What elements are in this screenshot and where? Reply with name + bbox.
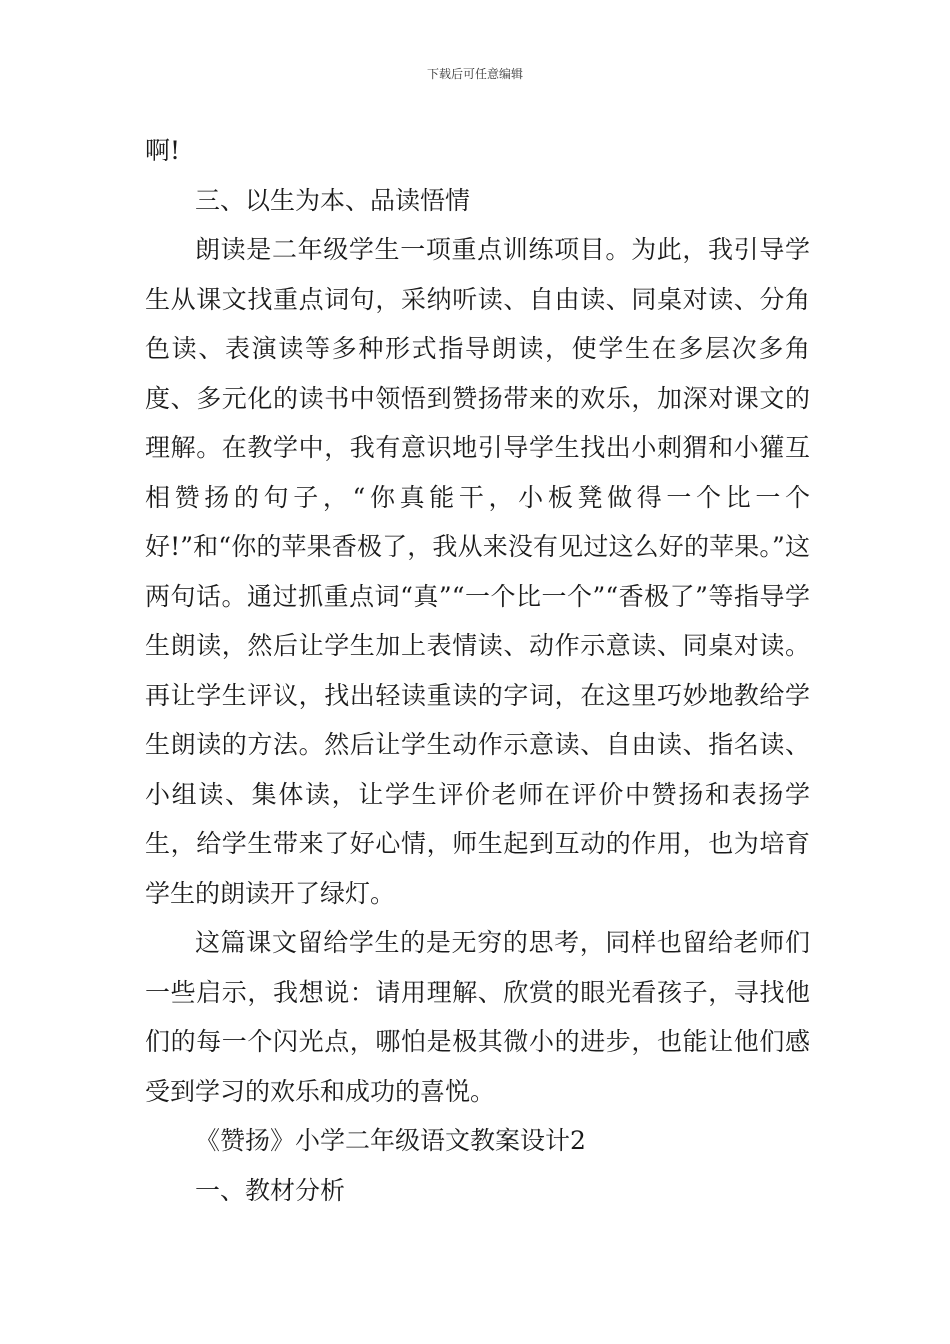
lesson-plan-title: 《赞扬》小学二年级语文教案设计2 (195, 1126, 586, 1155)
paragraph-conclusion: 这篇课文留给学生的是无穷的思考，同样也留给老师们一些启示，我想说：请用理解、欣赏的眼光看孩子，寻找他们的每一个闪光点，哪怕是极其微小的进步，也能让他们感受到学习的欢乐和成功的喜悦。 (145, 928, 810, 1106)
paragraph-reading-method: 朗读是二年级学生一项重点训练项目。为此，我引导学生从课文找重点词句，采纳听读、自由读、同桌对读、分角色读、表演读等多种形式指导朗读，使学生在多层次多角度、多元化的读书中领悟到赞扬带来的欢乐，加深对课文的理解。在教学中，我有意识地引导学生找出小刺猬和小獾互相赞扬的句子，“你真能干，小板凳做得一个比一个好!”和“你的苹果香极了，我从来没有见过这么好的苹果。”这两句话。通过抓重点词“真”“一个比一个”“香极了”等指导学生朗读，然后让学生加上表情读、动作示意读、同桌对读。再让学生评议，找出轻读重读的字词，在这里巧妙地教给学生朗读的方法。然后让学生动作示意读、自由读、指名读、小组读、集体读，让学生评价老师在评价中赞扬和表扬学生，给学生带来了好心情，师生起到互动的作用，也为培育学生的朗读开了绿灯。 (145, 235, 810, 908)
paragraph-continuation: 啊! (145, 136, 181, 165)
section-heading-1: 一、教材分析 (195, 1175, 346, 1205)
page-header: 下载后可任意编辑 (426, 67, 523, 81)
section-heading-3: 三、以生为本、品读悟情 (195, 185, 471, 215)
document-body (145, 126, 810, 1215)
